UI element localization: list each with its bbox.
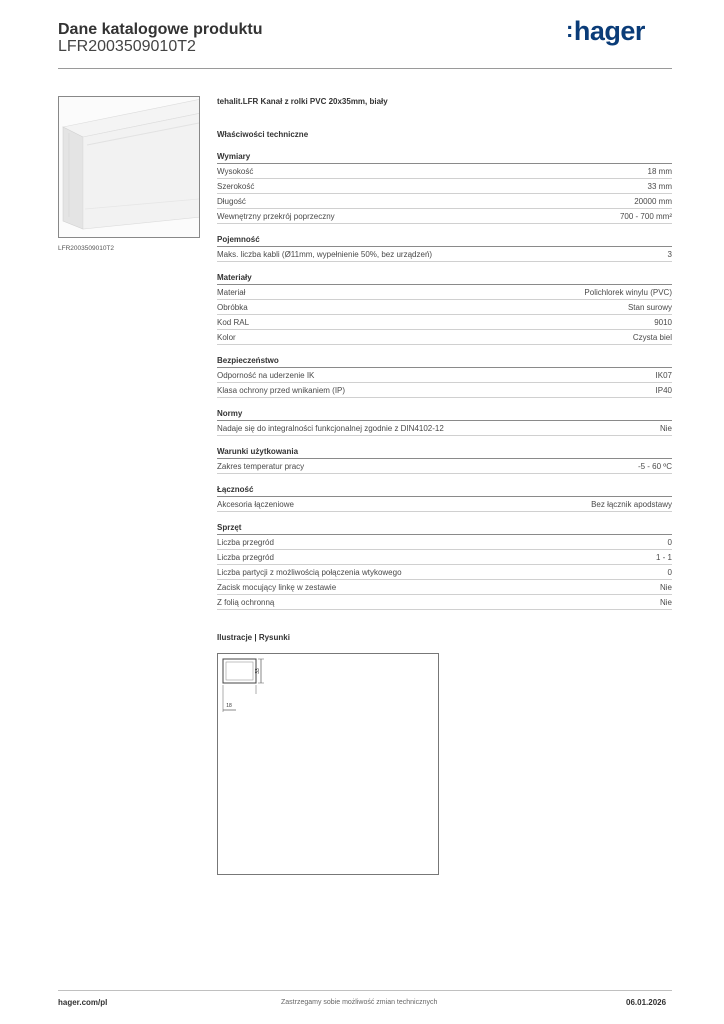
spec-section-title: Łączność bbox=[217, 484, 672, 497]
spec-section bbox=[217, 408, 672, 436]
spec-section bbox=[217, 484, 672, 512]
spec-value: IP40 bbox=[655, 386, 672, 395]
spec-value: 3 bbox=[667, 250, 672, 259]
spec-label: Materiał bbox=[217, 288, 246, 297]
product-title: tehalit.LFR Kanał z rolki PVC 20x35mm, biały bbox=[217, 97, 388, 106]
spec-row bbox=[217, 164, 672, 179]
spec-section-title: Materiały bbox=[217, 272, 672, 285]
footer-date: 06.01.2026 bbox=[626, 998, 667, 1007]
spec-row bbox=[217, 383, 672, 398]
spec-section bbox=[217, 272, 672, 345]
spec-label: Klasa ochrony przed wnikaniem (IP) bbox=[217, 386, 346, 395]
footer-divider bbox=[58, 990, 672, 991]
illustration-frame bbox=[217, 653, 439, 875]
hager-logo bbox=[566, 16, 645, 47]
technical-properties-heading: Właściwości techniczne bbox=[217, 130, 309, 139]
spec-label: Obróbka bbox=[217, 303, 248, 312]
spec-row bbox=[217, 330, 672, 345]
footer-disclaimer: Zastrzegamy sobie możliwość zmian technicznych bbox=[281, 999, 438, 1006]
spec-row bbox=[217, 595, 672, 610]
spec-label: Wewnętrzny przekrój poprzeczny bbox=[217, 212, 335, 221]
spec-row bbox=[217, 497, 672, 512]
spec-section bbox=[217, 151, 672, 224]
width-dimension-label: 18 bbox=[226, 703, 232, 709]
spec-label: Z folią ochronną bbox=[217, 598, 275, 607]
footer-website[interactable]: hager.com/pl bbox=[58, 998, 108, 1007]
spec-section-title: Warunki użytkowania bbox=[217, 446, 672, 459]
illustrations-heading: Ilustracje | Rysunki bbox=[217, 633, 290, 642]
spec-label: Maks. liczba kabli (Ø11mm, wypełnienie 50%, bez urządzeń) bbox=[217, 250, 433, 259]
spec-label: Nadaje się do integralności funkcjonalnej zgodnie z DIN4102-12 bbox=[217, 424, 444, 433]
spec-value: Stan surowy bbox=[627, 303, 672, 312]
spec-value: 18 mm bbox=[647, 167, 672, 176]
spec-value: Nie bbox=[659, 583, 672, 592]
spec-row bbox=[217, 535, 672, 550]
spec-row bbox=[217, 565, 672, 580]
spec-value: Czysta biel bbox=[632, 333, 672, 342]
logo-dots: : bbox=[566, 17, 573, 42]
spec-value: 20000 mm bbox=[634, 197, 672, 206]
spec-value: 1 - 1 bbox=[655, 553, 672, 562]
spec-value: Polichlorek winylu (PVC) bbox=[584, 288, 672, 297]
spec-label: Kolor bbox=[217, 333, 236, 342]
spec-label: Akcesoria łączeniowe bbox=[217, 500, 294, 509]
spec-value: 700 - 700 mm² bbox=[619, 212, 672, 221]
spec-section-title: Sprzęt bbox=[217, 522, 672, 535]
spec-label: Kod RAL bbox=[217, 318, 250, 327]
spec-row bbox=[217, 300, 672, 315]
logo-text: hager bbox=[573, 16, 645, 46]
spec-label: Liczba partycji z możliwością połączenia wtykowego bbox=[217, 568, 402, 577]
spec-section bbox=[217, 355, 672, 398]
spec-section-title: Bezpieczeństwo bbox=[217, 355, 672, 368]
spec-label: Liczba przegród bbox=[217, 538, 274, 547]
spec-row bbox=[217, 194, 672, 209]
spec-label: Odporność na uderzenie IK bbox=[217, 371, 315, 380]
spec-row bbox=[217, 247, 672, 262]
spec-row bbox=[217, 580, 672, 595]
spec-value: -5 - 60 ºC bbox=[637, 462, 672, 471]
spec-value: 9010 bbox=[654, 318, 672, 327]
spec-section bbox=[217, 522, 672, 610]
spec-label: Liczba przegród bbox=[217, 553, 274, 562]
header-divider bbox=[58, 68, 672, 69]
height-dimension-label: 33 bbox=[255, 668, 261, 674]
spec-value: Nie bbox=[659, 424, 672, 433]
spec-value: Nie bbox=[659, 598, 672, 607]
document-title: Dane katalogowe produktu bbox=[58, 21, 263, 38]
spec-section-title: Pojemność bbox=[217, 234, 672, 247]
spec-row bbox=[217, 550, 672, 565]
product-image-caption: LFR2003509010T2 bbox=[58, 245, 115, 252]
spec-section bbox=[217, 234, 672, 262]
spec-row bbox=[217, 179, 672, 194]
spec-label: Zakres temperatur pracy bbox=[217, 462, 305, 471]
spec-row bbox=[217, 209, 672, 224]
spec-value: 0 bbox=[667, 538, 672, 547]
spec-value: 0 bbox=[667, 568, 672, 577]
spec-section bbox=[217, 446, 672, 474]
spec-value: Bez łącznik apodstawy bbox=[591, 500, 672, 509]
specifications-panel bbox=[217, 96, 672, 610]
spec-label: Szerokość bbox=[217, 182, 255, 191]
spec-value: IK07 bbox=[655, 371, 672, 380]
spec-section-title: Normy bbox=[217, 408, 672, 421]
spec-section-title: Wymiary bbox=[217, 151, 672, 164]
cross-section-drawing bbox=[218, 654, 440, 876]
spec-sections bbox=[217, 151, 672, 610]
spec-label: Zacisk mocujący linkę w zestawie bbox=[217, 583, 337, 592]
spec-row bbox=[217, 285, 672, 300]
spec-row bbox=[217, 315, 672, 330]
spec-row bbox=[217, 459, 672, 474]
product-code: LFR2003509010T2 bbox=[58, 38, 196, 55]
spec-label: Wysokość bbox=[217, 167, 254, 176]
spec-row bbox=[217, 421, 672, 436]
spec-label: Długość bbox=[217, 197, 246, 206]
spec-row bbox=[217, 368, 672, 383]
product-image bbox=[58, 96, 200, 238]
spec-value: 33 mm bbox=[647, 182, 672, 191]
